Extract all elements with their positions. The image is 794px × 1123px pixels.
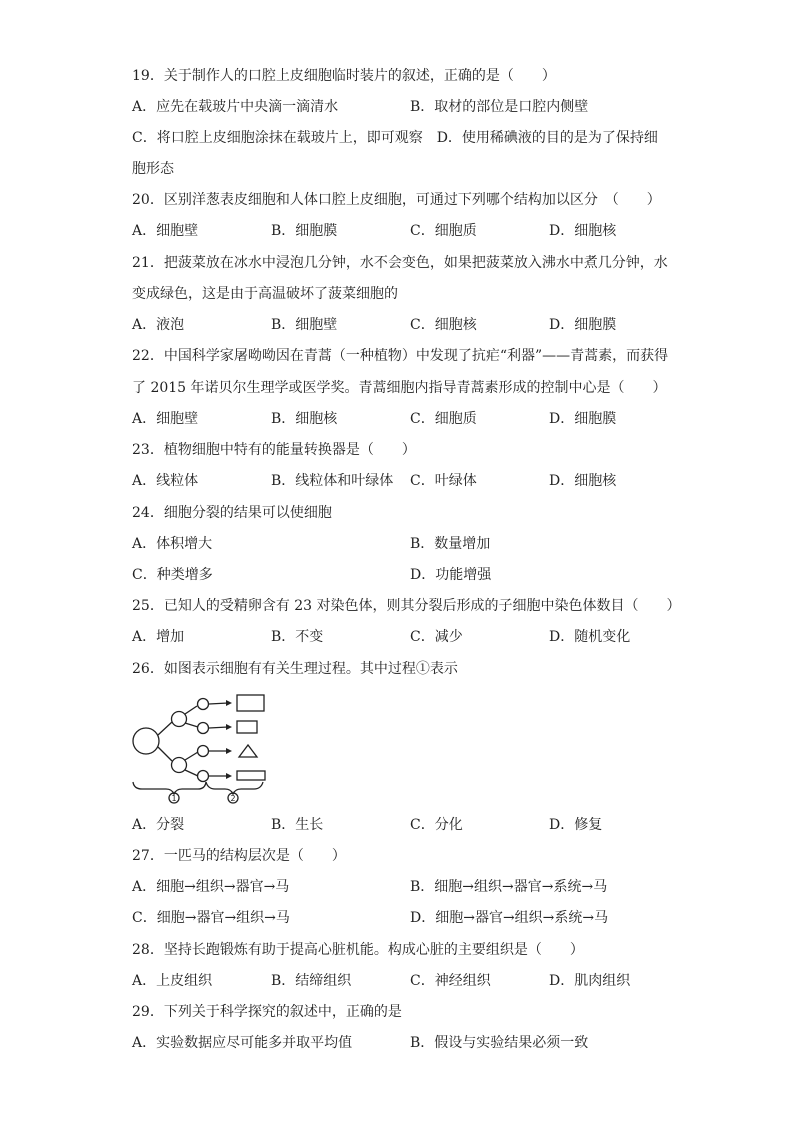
question-19-option-b: B．取材的部位是口腔内侧壁: [410, 99, 589, 115]
question-27-option-c: C．细胞→器官→组织→马: [132, 910, 290, 926]
question-22-option-b: B．细胞核: [271, 411, 338, 427]
cell-d: [198, 771, 209, 782]
tissue-square: [237, 721, 257, 733]
cell-b: [198, 723, 209, 734]
cell-a: [198, 699, 209, 710]
question-22-option-c: C．细胞质: [410, 411, 477, 427]
tissue-triangle: [239, 745, 257, 757]
cell-process-diagram: [128, 690, 273, 805]
question-22-option-d: D．细胞膜: [549, 411, 617, 427]
question-28-stem: 28．坚持长跑锻炼有助于提高心脏机能。构成心脏的主要组织是（ ）: [132, 942, 584, 958]
brace-process-2: [206, 782, 263, 794]
tissue-long-rect: [237, 695, 264, 711]
daughter-cell-bottom: [172, 758, 187, 773]
question-28-option-b: B．结缔组织: [271, 973, 352, 989]
question-24-option-a: A．体积增大: [132, 536, 213, 552]
question-25-option-a: A．增加: [132, 629, 185, 645]
question-22-option-a: A．细胞壁: [132, 411, 199, 427]
question-20-option-d: D．细胞核: [549, 223, 617, 239]
daughter-cell-top: [172, 712, 187, 727]
question-26-stem: 26．如图表示细胞有有关生理过程。其中过程①表示: [132, 661, 458, 677]
question-21-option-c: C．细胞核: [410, 317, 477, 333]
question-28-option-a: A．上皮组织: [132, 973, 213, 989]
tissue-flat-rect: [237, 771, 265, 780]
question-24-option-b: B．数量增加: [410, 536, 491, 552]
question-24-option-d: D．功能增强: [410, 567, 492, 583]
label-process-2: 2: [230, 794, 236, 803]
question-29-option-a: A．实验数据应尽可能多并取平均值: [132, 1035, 353, 1051]
question-23-option-a: A．线粒体: [132, 473, 199, 489]
question-29-option-b: B．假设与实验结果必须一致: [410, 1035, 589, 1051]
question-27-option-b: B．细胞→组织→器官→系统→马: [410, 879, 608, 895]
question-21-option-a: A．液泡: [132, 317, 185, 333]
question-24-stem: 24．细胞分裂的结果可以使细胞: [132, 505, 332, 521]
question-27-option-a: A．细胞→组织→器官→马: [132, 879, 290, 895]
question-21-stem-line1: 21．把菠菜放在冰水中浸泡几分钟，水不会变色，如果把菠菜放入沸水中煮几分钟，水: [132, 255, 668, 271]
question-24-option-c: C．种类增多: [132, 567, 213, 583]
question-21-option-b: B．细胞壁: [271, 317, 338, 333]
question-21-option-d: D．细胞膜: [549, 317, 617, 333]
question-29-stem: 29．下列关于科学探究的叙述中，正确的是: [132, 1004, 402, 1020]
question-25-option-b: B．不变: [271, 629, 324, 645]
question-28-option-c: C．神经组织: [410, 973, 491, 989]
question-20-stem: 20．区别洋葱表皮细胞和人体口腔上皮细胞，可通过下列哪个结构加以区分 （ ）: [132, 192, 661, 208]
question-26-option-c: C．分化: [410, 817, 463, 833]
question-25-stem: 25．已知人的受精卵含有 23 对染色体，则其分裂后形成的子细胞中染色体数目（ ）: [132, 598, 681, 614]
question-25-option-d: D．随机变化: [549, 629, 631, 645]
cell-c: [198, 746, 209, 757]
brace-process-1: [133, 782, 206, 794]
question-27-stem: 27．一匹马的结构层次是（ ）: [132, 848, 346, 864]
question-22-stem-line2: 了 2015 年诺贝尔生理学或医学奖。青蒿细胞内指导青蒿素形成的控制中心是（ ）: [132, 380, 667, 396]
question-26-option-d: D．修复: [549, 817, 603, 833]
question-27-option-d: D．细胞→器官→组织→系统→马: [410, 910, 609, 926]
parent-cell: [133, 728, 159, 754]
question-20-option-c: C．细胞质: [410, 223, 477, 239]
question-20-option-a: A．细胞壁: [132, 223, 199, 239]
question-19-option-d-cont: 胞形态: [132, 161, 174, 177]
question-26-option-b: B．生长: [271, 817, 324, 833]
question-21-stem-line2: 变成绿色，这是由于高温破坏了菠菜细胞的: [132, 286, 398, 302]
question-28-option-d: D．肌肉组织: [549, 973, 631, 989]
label-process-1: 1: [171, 794, 177, 803]
question-19-stem: 19．关于制作人的口腔上皮细胞临时装片的叙述，正确的是（ ）: [132, 68, 556, 84]
question-23-stem: 23．植物细胞中特有的能量转换器是（ ）: [132, 442, 416, 458]
question-25-option-c: C．减少: [410, 629, 463, 645]
question-20-option-b: B．细胞膜: [271, 223, 338, 239]
question-19-option-cd: C．将口腔上皮细胞涂抹在载玻片上，即可观察 D．使用稀碘液的目的是为了保持细: [132, 130, 658, 146]
question-22-stem-line1: 22．中国科学家屠呦呦因在青蒿（一种植物）中发现了抗疟“利器”——青蒿素，而获得: [132, 348, 669, 364]
question-26-option-a: A．分裂: [132, 817, 185, 833]
question-19-option-a: A．应先在载玻片中央滴一滴清水: [132, 99, 339, 115]
question-23-option-c: C．叶绿体: [410, 473, 477, 489]
question-23-option-b: B．线粒体和叶绿体: [271, 473, 394, 489]
question-23-option-d: D．细胞核: [549, 473, 617, 489]
